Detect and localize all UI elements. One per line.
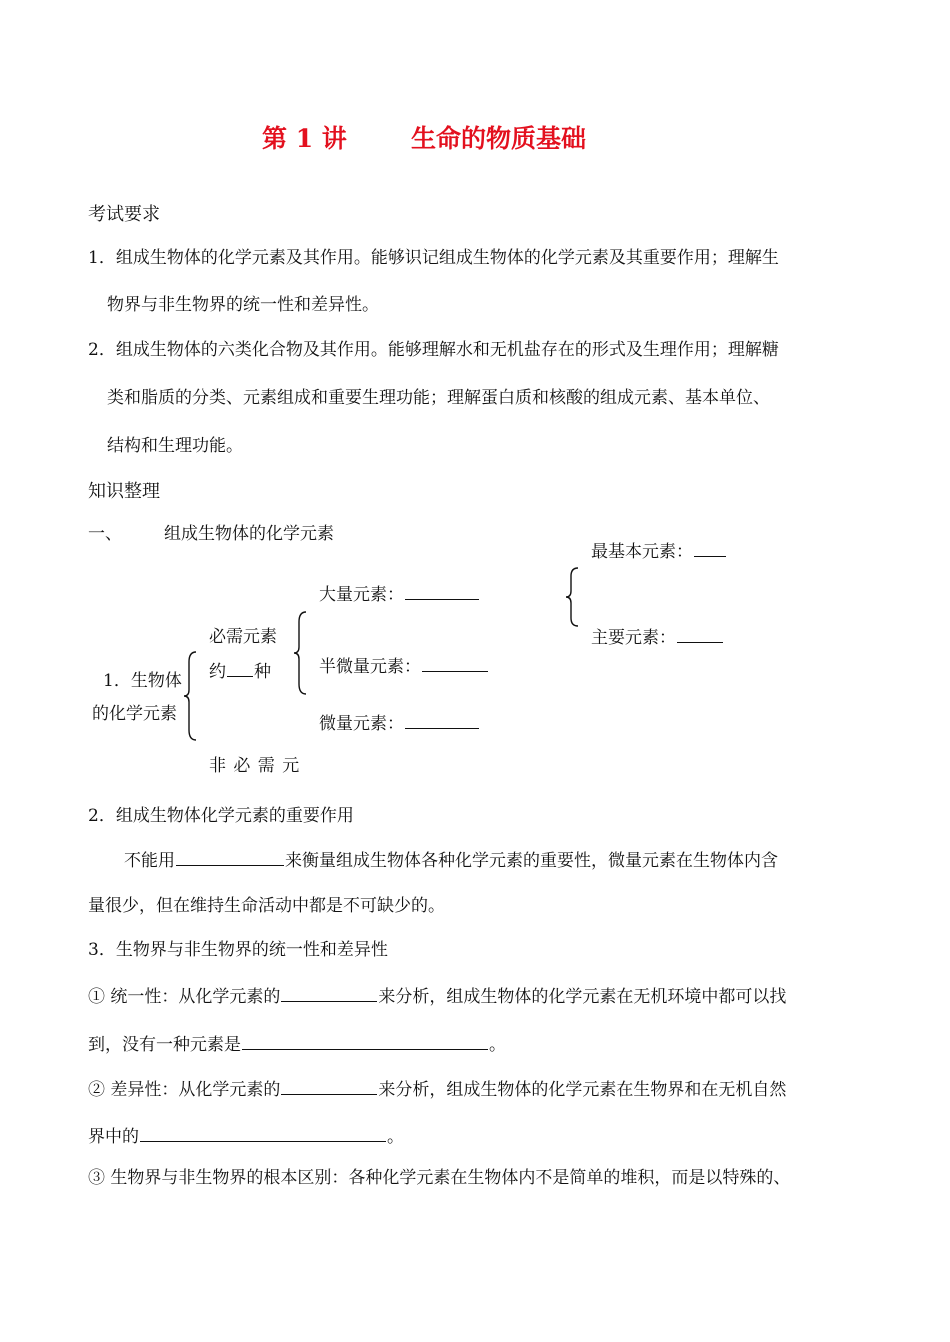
unity-unique-blank[interactable] — [242, 1034, 488, 1050]
essential-elements-count: 约 种 — [209, 662, 271, 682]
main-elements-line: 主要元素： — [591, 627, 724, 647]
unity-line-1: ① 统一性：从化学元素的 来分析，组成生物体的化学元素在无机环境中都可以找 — [88, 987, 787, 1007]
micro-elements-blank[interactable] — [405, 713, 479, 729]
requirement-1-line-1: 1．组成生物体的化学元素及其作用。能够识记组成生物体的化学元素及其重要作用；理解生 — [88, 248, 779, 268]
macro-brace-icon — [566, 566, 582, 628]
difference-content-blank[interactable] — [140, 1126, 386, 1142]
semi-micro-elements-blank[interactable] — [422, 656, 488, 672]
difference-line-1: ② 差异性：从化学元素的 来分析，组成生物体的化学元素在生物界和在无机自然 — [88, 1080, 787, 1100]
main-elements-blank[interactable] — [677, 627, 723, 643]
macro-elements-line: 大量元素： — [319, 584, 480, 604]
lecture-number: 第 1 讲 — [262, 124, 347, 153]
requirement-2-line-2: 类和脂质的分类、元素组成和重要生理功能；理解蛋白质和核酸的组成元素、基本单位、 — [107, 388, 770, 408]
diagram-root-line-2: 的化学元素 — [92, 704, 177, 724]
point-2-line-2: 量很少，但在维持生命活动中都是不可缺少的。 — [88, 896, 445, 916]
section-1-title: 组成生物体的化学元素 — [164, 524, 334, 544]
diagram-root-line-1: 1．生物体 — [103, 671, 182, 691]
semi-micro-elements-line: 半微量元素： — [319, 656, 489, 676]
essential-count-blank[interactable] — [227, 661, 253, 677]
root-brace-icon — [184, 650, 200, 742]
point-3-heading: 3．生物界与非生物界的统一性和差异性 — [88, 940, 388, 960]
page-title: 生命的物质基础 — [411, 124, 587, 153]
unity-line-2: 到，没有一种元素是 。 — [88, 1035, 506, 1055]
point-2-line-1: 不能用 来衡量组成生物体各种化学元素的重要性，微量元素在生物体内含 — [124, 851, 778, 871]
most-basic-element-blank[interactable] — [694, 541, 726, 557]
requirement-2-line-3: 结构和生理功能。 — [107, 436, 243, 456]
unity-angle-blank[interactable] — [281, 986, 377, 1002]
essential-elements-label: 必需元素 — [209, 627, 277, 647]
non-essential-elements-label: 非 必 需 元 — [209, 756, 301, 776]
macro-elements-blank[interactable] — [405, 584, 479, 600]
micro-elements-line: 微量元素： — [319, 713, 480, 733]
requirement-1-line-2: 物界与非生物界的统一性和差异性。 — [107, 295, 379, 315]
difference-angle-blank[interactable] — [281, 1079, 377, 1095]
exam-requirements-heading: 考试要求 — [88, 204, 160, 225]
difference-line-2: 界中的 。 — [88, 1127, 404, 1147]
section-1-number: 一、 — [88, 524, 122, 544]
knowledge-heading: 知识整理 — [88, 481, 160, 502]
point-2-heading: 2．组成生物体化学元素的重要作用 — [88, 806, 354, 826]
requirement-2-line-1: 2．组成生物体的六类化合物及其作用。能够理解水和无机盐存在的形式及生理作用；理解糖 — [88, 340, 779, 360]
fundamental-difference-line: ③ 生物界与非生物界的根本区别：各种化学元素在生物体内不是简单的堆积，而是以特殊的、 — [88, 1168, 791, 1188]
most-basic-element-line: 最基本元素： — [591, 541, 727, 561]
point-2-blank[interactable] — [176, 850, 284, 866]
essential-brace-icon — [294, 610, 310, 696]
